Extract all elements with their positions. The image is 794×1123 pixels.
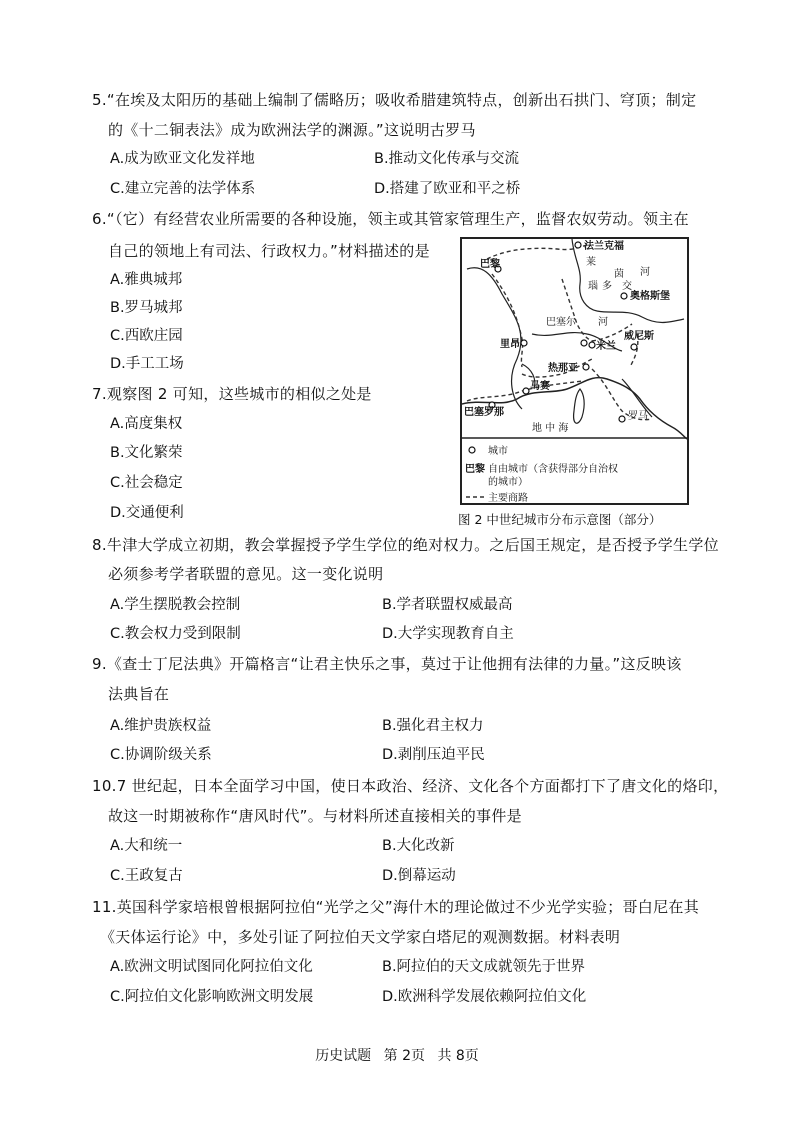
question-10-option-c[interactable]: C.王政复古: [110, 868, 183, 884]
question-8-stem-line-2: 必须参考学者联盟的意见。这一变化说明: [108, 565, 384, 583]
river-lai-label: 莱: [586, 257, 596, 268]
question-7-option-a[interactable]: A.高度集权: [110, 416, 183, 432]
question-8-option-a[interactable]: A.学生摆脱教会控制: [110, 597, 241, 613]
question-11-stem-line-2: 《天体运行论》中，多处引证了阿拉伯天文学家白塔尼的观测数据。材料表明: [100, 928, 621, 946]
question-5-option-d[interactable]: D.搭建了欧亚和平之桥: [374, 181, 521, 197]
legend-free-city-sample: 巴黎: [465, 464, 485, 475]
river-yin-label: 茵: [614, 269, 624, 280]
river-he2-label: 河: [598, 317, 608, 328]
question-6-option-d[interactable]: D.手工工场: [110, 356, 184, 372]
question-7-option-d[interactable]: D.交通便利: [110, 505, 184, 521]
question-6-stem-line-1: 6.“（它）有经营农业所需要的各种设施，领主或其管家管理生产，监督农奴劳动。领主在: [92, 210, 689, 228]
question-6-option-b[interactable]: B.罗马城邦: [110, 300, 183, 316]
question-11-stem-line-1: 11.英国科学家培根曾根据阿拉伯“光学之父”海什木的理论做过不少光学实验；哥白尼在其: [92, 898, 700, 916]
question-5-stem-line-2: 的《十二铜表法》成为欧洲法学的渊源。”这说明古罗马: [108, 121, 476, 139]
city-venice-label: 威尼斯: [624, 331, 654, 342]
question-6-stem-line-2: 自己的领地上有司法、行政权力。”材料描述的是: [108, 242, 430, 260]
question-9-stem-line-1: 9.《查士丁尼法典》开篇格言“让君主快乐之事，莫过于让他拥有法律的力量。”这反映该: [92, 655, 682, 673]
question-8-option-d[interactable]: D.大学实现教育自主: [382, 626, 514, 642]
question-9-option-b[interactable]: B.强化君主权力: [382, 718, 484, 734]
question-10-option-d[interactable]: D.倒幕运动: [382, 868, 456, 884]
city-marseille-label: 马赛: [530, 381, 550, 392]
mediterranean-sea-label: 地 中 海: [532, 423, 569, 434]
legend-free-city-line-1: 自由城市（含获得部分自治权: [488, 464, 618, 475]
question-10-option-b[interactable]: B.大化改新: [382, 838, 455, 854]
footer-subject: 历史试题: [315, 1048, 372, 1064]
question-9-option-d[interactable]: D.剥削压迫平民: [382, 747, 485, 763]
question-6-option-c[interactable]: C.西欧庄园: [110, 328, 183, 344]
question-11-option-b[interactable]: B.阿拉伯的天文成就领先于世界: [382, 959, 586, 975]
city-basel-label: 巴塞尔: [546, 317, 576, 328]
footer-total-pages: 共 8页: [437, 1048, 479, 1064]
question-8-option-c[interactable]: C.教会权力受到限制: [110, 626, 241, 642]
legend-free-city-line-2: 的城市）: [488, 477, 528, 488]
medieval-city-map: [460, 237, 689, 505]
question-11-option-c[interactable]: C.阿拉伯文化影响欧洲文明发展: [110, 989, 314, 1005]
question-11-option-a[interactable]: A.欧洲文明试图同化阿拉伯文化: [110, 959, 313, 975]
footer-page-number: 第 2页: [383, 1048, 425, 1064]
question-8-stem-line-1: 8.牛津大学成立初期，教会掌握授予学生学位的绝对权力。之后国王规定，是否授予学生学位: [92, 536, 719, 554]
city-lyon-label: 里昂: [500, 339, 520, 350]
river-he1-label: 河: [640, 267, 650, 278]
question-10-option-a[interactable]: A.大和统一: [110, 838, 183, 854]
city-paris-label: 巴黎: [480, 259, 500, 270]
city-frankfurt-label: 法兰克福: [584, 241, 624, 252]
question-9-option-a[interactable]: A.维护贵族权益: [110, 718, 212, 734]
legend-city-label: 城市: [488, 446, 508, 457]
question-7-option-c[interactable]: C.社会稳定: [110, 475, 183, 491]
city-augsburg-label: 奥格斯堡: [630, 291, 670, 302]
map-svg: [462, 239, 687, 503]
question-7-option-b[interactable]: B.文化繁荣: [110, 445, 183, 461]
question-6-option-a[interactable]: A.雅典城邦: [110, 272, 183, 288]
question-7-stem: 7.观察图 2 可知，这些城市的相似之处是: [92, 385, 372, 403]
city-genoa-label: 热那亚: [548, 363, 578, 374]
question-5-option-c[interactable]: C.建立完善的法学体系: [110, 181, 256, 197]
question-5-option-b[interactable]: B.推动文化传承与交流: [374, 151, 520, 167]
question-5-option-a[interactable]: A.成为欧亚文化发祥地: [110, 151, 255, 167]
city-milan-label: 米兰: [596, 341, 616, 352]
question-8-option-b[interactable]: B.学者联盟权威最高: [382, 597, 513, 613]
city-barcelona-label: 巴塞罗那: [464, 407, 504, 418]
river-dou-label: 多: [602, 281, 612, 292]
city-rome-label: 罗马: [628, 411, 648, 422]
question-10-stem-line-1: 10.7 世纪起，日本全面学习中国，使日本政治、经济、文化各个方面都打下了唐文化的烙印，: [92, 777, 729, 795]
question-10-stem-line-2: 故这一时期被称作“唐风时代”。与材料所述直接相关的事件是: [108, 807, 522, 825]
question-9-option-c[interactable]: C.协调阶级关系: [110, 747, 212, 763]
legend-trade-route-label: 主要商路: [488, 493, 528, 503]
question-11-option-d[interactable]: D.欧洲科学发展依赖阿拉伯文化: [382, 989, 587, 1005]
page-footer: [0, 1045, 794, 1065]
river-nao-label: 瑙: [588, 281, 598, 292]
map-caption: 图 2 中世纪城市分布示意图（部分）: [458, 512, 662, 527]
question-9-stem-line-2: 法典旨在: [108, 685, 170, 703]
question-5-stem-line-1: 5.“在埃及太阳历的基础上编制了儒略历；吸收希腊建筑特点，创新出石拱门、穹顶；制定: [92, 91, 697, 109]
route-jiao-label: 交: [622, 281, 632, 292]
